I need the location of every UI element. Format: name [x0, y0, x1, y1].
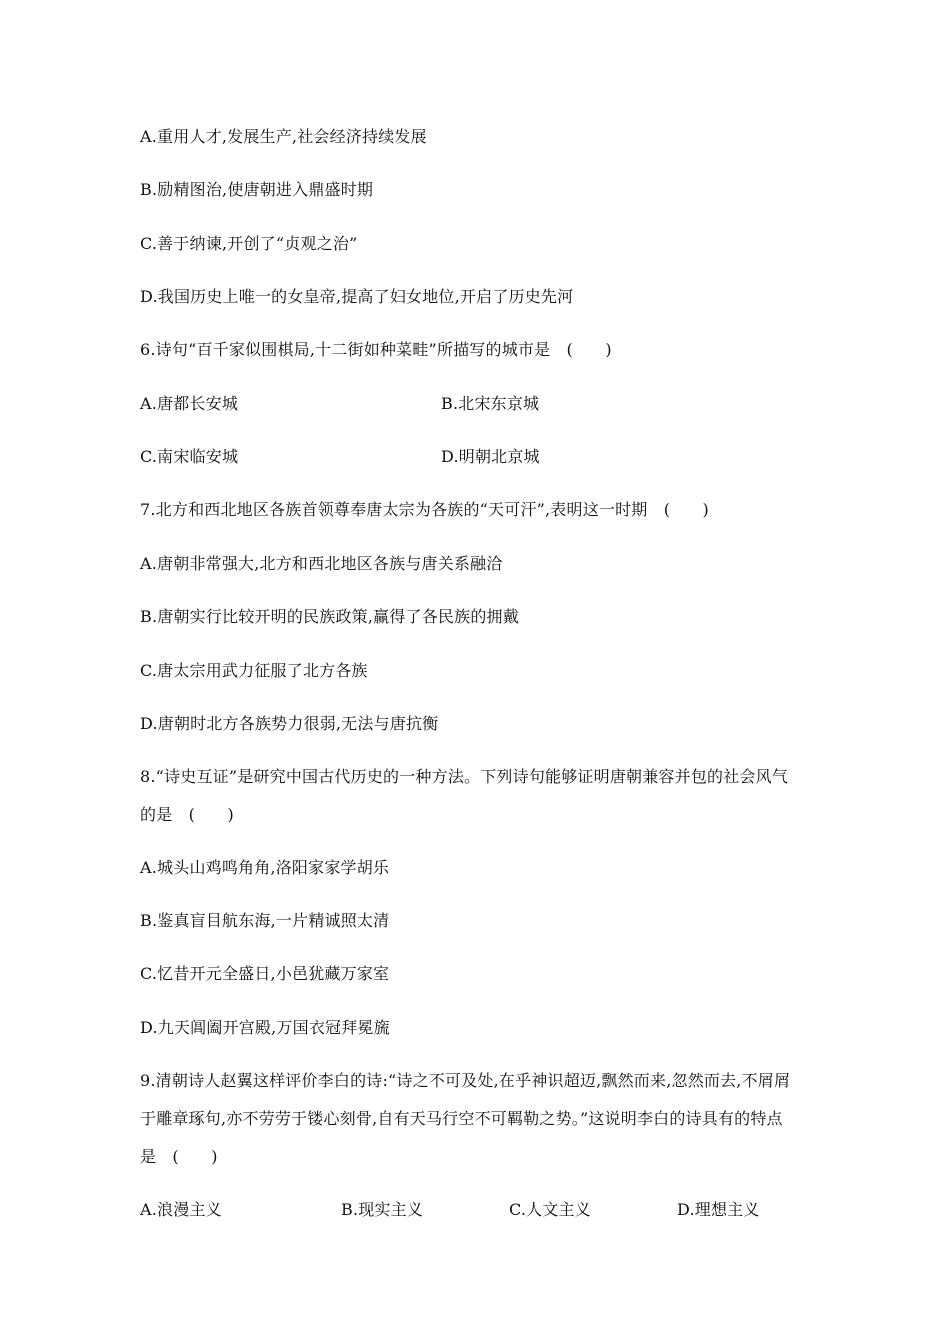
q9-option-d: D.理想主义 [677, 1200, 760, 1219]
q8-option-a: A.城头山鸡鸣角角,洛阳家家学胡乐 [140, 858, 390, 877]
q7-option-d: D.唐朝时北方各族势力很弱,无法与唐抗衡 [140, 714, 439, 733]
q8-option-c: C.忆昔开元全盛日,小邑犹藏万家室 [140, 964, 390, 983]
q8-option-b: B.鉴真盲目航东海,一片精诚照太清 [140, 911, 390, 930]
q5-option-d: D.我国历史上唯一的女皇帝,提高了妇女地位,开启了历史先河 [140, 287, 574, 306]
q9-option-c: C.人文主义 [509, 1200, 591, 1219]
q9-stem-line2: 于雕章琢句,亦不劳劳于镂心刻骨,自有天马行空不可羁勒之势。”这说明李白的诗具有的特点 [140, 1109, 783, 1128]
q5-option-b: B.励精图治,使唐朝进入鼎盛时期 [140, 180, 374, 199]
q8-option-d: D.九天阊阖开宫殿,万国衣冠拜冕旒 [140, 1018, 390, 1037]
q7-option-b: B.唐朝实行比较开明的民族政策,赢得了各民族的拥戴 [140, 607, 519, 626]
q6-option-d: D.明朝北京城 [441, 447, 540, 466]
q9-stem-line1: 9.清朝诗人赵翼这样评价李白的诗:“诗之不可及处,在乎神识超迈,飘然而来,忽然而去,不屑屑 [140, 1071, 791, 1090]
q8-stem-line1: 8.“诗史互证”是研究中国古代历史的一种方法。下列诗句能够证明唐朝兼容并包的社会风气 [140, 767, 789, 786]
q5-option-c: C.善于纳谏,开创了“贞观之治” [140, 234, 358, 253]
q6-stem: 6.诗句“百千家似围棋局,十二街如种菜畦”所描写的城市是 ( ) [140, 340, 612, 359]
q8-stem-line2: 的是 ( ) [140, 805, 234, 824]
q6-option-c: C.南宋临安城 [140, 447, 239, 466]
q7-stem: 7.北方和西北地区各族首领尊奉唐太宗为各族的“天可汗”,表明这一时期 ( ) [140, 500, 709, 519]
q5-option-a: A.重用人才,发展生产,社会经济持续发展 [140, 127, 427, 146]
q7-option-a: A.唐朝非常强大,北方和西北地区各族与唐关系融洽 [140, 554, 503, 573]
q6-option-a: A.唐都长安城 [140, 394, 239, 413]
q9-option-b: B.现实主义 [341, 1200, 424, 1219]
q9-option-a: A.浪漫主义 [140, 1200, 222, 1219]
q9-stem-line3: 是 ( ) [140, 1147, 218, 1166]
q7-option-c: C.唐太宗用武力征服了北方各族 [140, 661, 368, 680]
q6-option-b: B.北宋东京城 [441, 394, 540, 413]
